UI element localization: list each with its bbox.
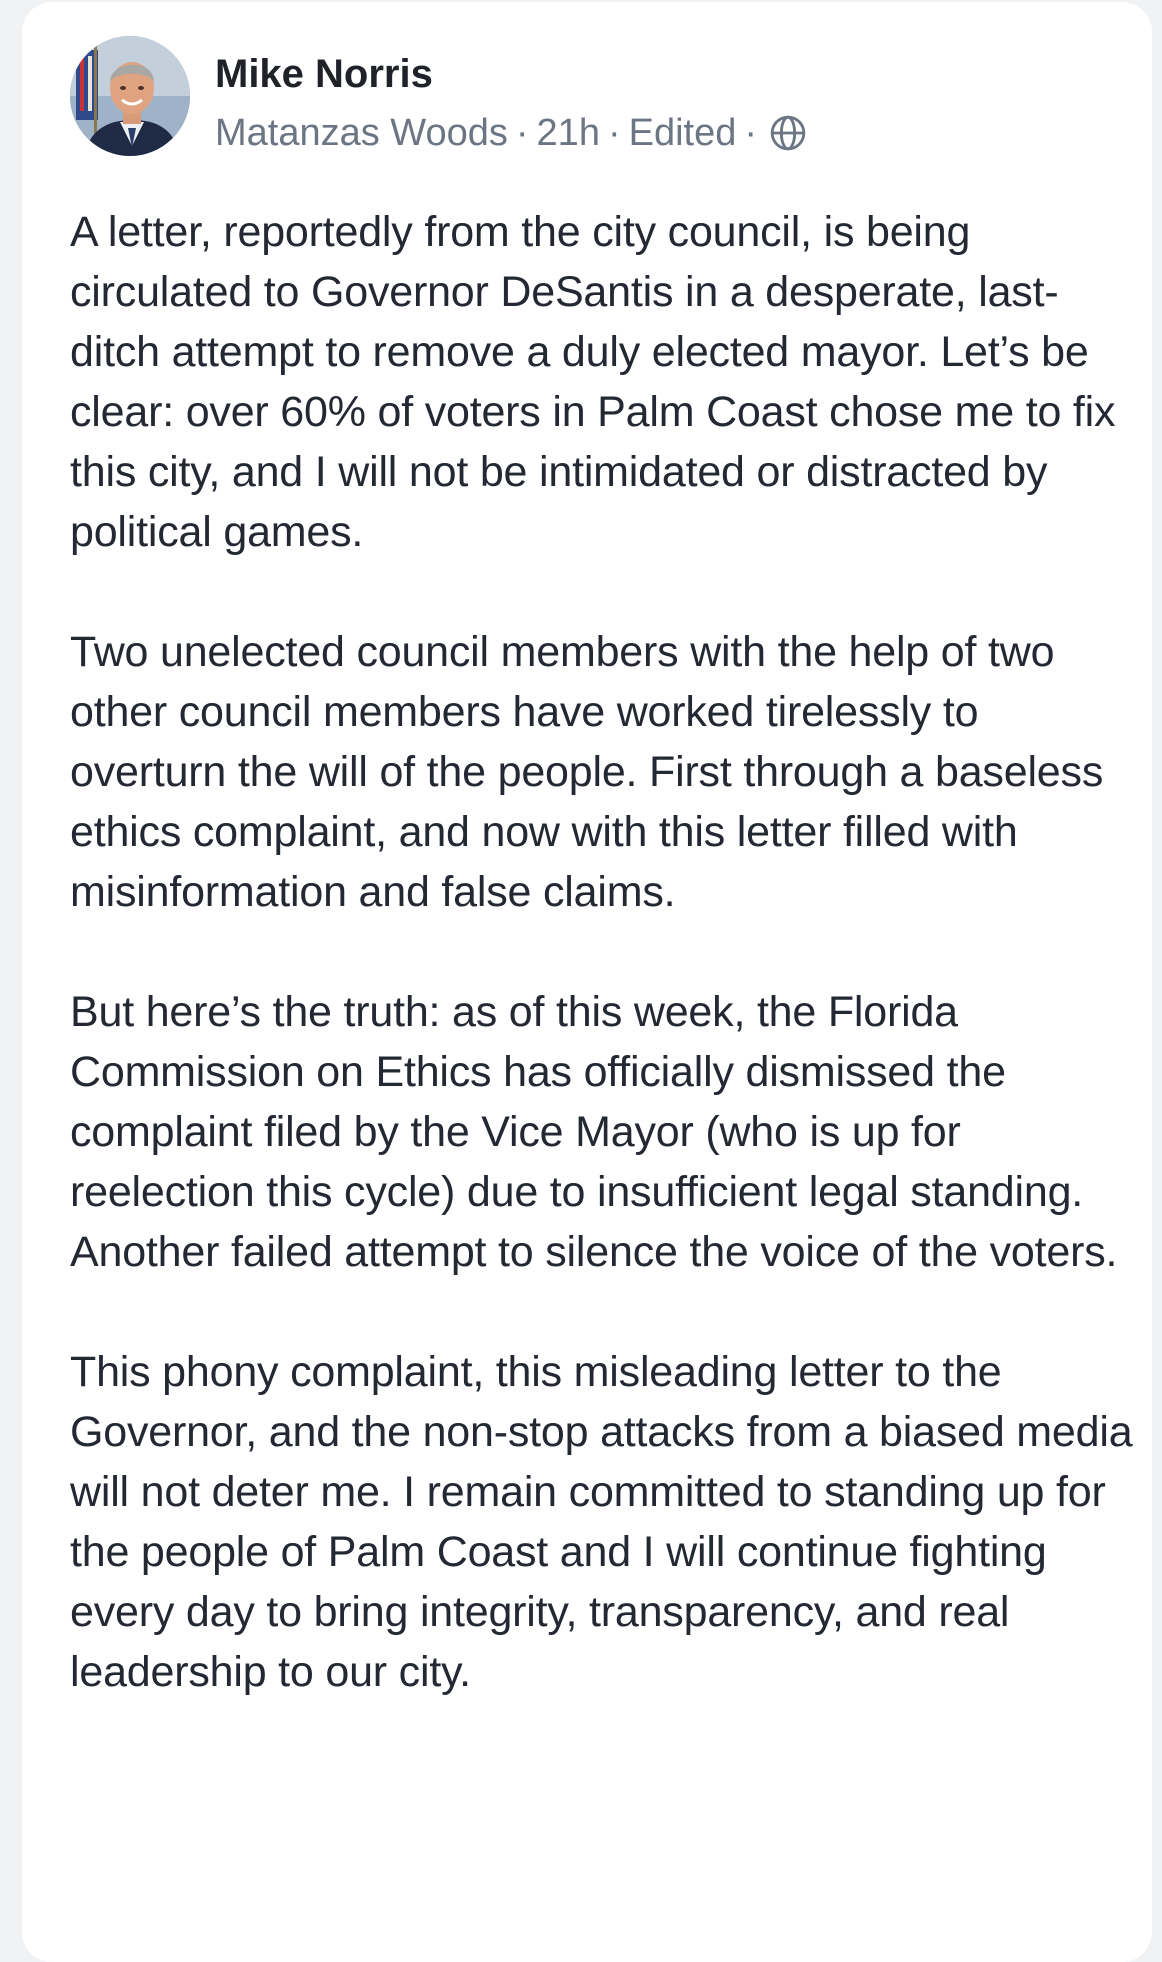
post-location[interactable]: Matanzas Woods (215, 111, 508, 154)
post-card (22, 2, 1152, 1962)
meta-separator: · (515, 111, 529, 154)
author-avatar[interactable] (70, 36, 190, 156)
meta-separator: · (607, 111, 621, 154)
profile-photo-icon (70, 36, 190, 156)
post-time[interactable]: 21h (536, 111, 600, 154)
post-paragraph: This phony complaint, this misleading letter to the Governor, and the non-stop attacks from a biased media will not deter me. I remain committed to standing up for the people of Palm Coast and I will continue fighting every day to bring integrity, transparency, and real leadership to our city. (70, 1348, 1133, 1696)
post-paragraph: Two unelected council members with the help of two other council members have worked tirelessly to overturn the will of the people. First through a baseless ethics complaint, and now with this letter filled with misinformation and false claims. (70, 628, 1104, 916)
globe-icon (769, 114, 807, 152)
post-body (70, 202, 1134, 1702)
post-meta (215, 107, 807, 159)
edited-label[interactable]: Edited (628, 111, 737, 154)
post-paragraph: But here’s the truth: as of this week, the Florida Commission on Ethics has officially dismissed the complaint filed by the Vice Mayor (who is up for reelection this cycle) due to insufficient legal standing. Another failed attempt to silence the voice of the voters. (70, 988, 1118, 1276)
meta-separator: · (744, 111, 758, 154)
post-paragraph: A letter, reportedly from the city council, is being circulated to Governor DeSantis in a desperate, last-ditch attempt to remove a duly elected mayor. Let’s be clear: over 60% of voters in Palm Coast chose me to fix this city, and I will not be intimidated or distracted by political games. (70, 208, 1116, 556)
author-name[interactable]: Mike Norris (215, 52, 433, 96)
